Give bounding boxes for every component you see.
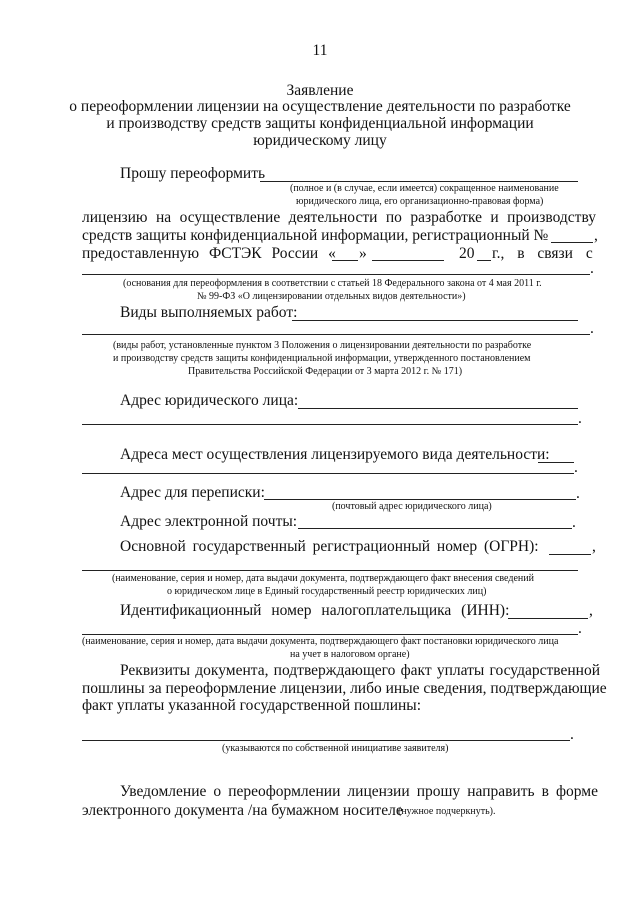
request-label: Прошу переоформить	[120, 165, 266, 182]
license-line-2: средств защиты конфиденциальной информации, регистрационный №	[82, 227, 549, 244]
email-fill-line[interactable]	[298, 528, 572, 529]
work-types-label: Виды выполняемых работ:	[120, 304, 298, 321]
work-types-fill-line-2[interactable]	[82, 334, 590, 335]
work-types-period: .	[590, 320, 594, 337]
org-name-hint: (полное и (в случае, если имеется) сокращенное наименование	[290, 183, 559, 194]
inn-doc-fill-line[interactable]	[82, 634, 578, 635]
inn-hint-2: на учет в налоговом органе)	[290, 649, 410, 660]
org-name-hint-2: юридического лица, его организационно-правовая форма)	[296, 196, 544, 207]
license-line-1: лицензию на осуществление деятельности по разработке и производству	[82, 209, 596, 226]
inn-comma: ,	[589, 602, 593, 619]
ogrn-hint-2: о юридическом лице в Единый государственный реестр юридических лиц)	[167, 586, 487, 597]
payment-hint: (указываются по собственной инициативе заявителя)	[222, 743, 449, 754]
payment-period: .	[570, 726, 574, 743]
basis-period: .	[590, 260, 594, 277]
license-line-3-d: г., в связи с	[492, 245, 593, 262]
notice-line-2: электронного документа /на бумажном носителе	[82, 802, 403, 819]
license-line-3-a: предоставленную ФСТЭК России «	[82, 245, 336, 262]
org-name-fill-line[interactable]	[260, 181, 578, 182]
ogrn-label: Основной государственный регистрационный номер (ОГРН):	[120, 538, 539, 555]
work-types-fill-line[interactable]	[292, 320, 578, 321]
reg-number-fill-line[interactable]	[551, 242, 593, 243]
ogrn-hint: (наименование, серия и номер, дата выдачи документа, подтверждающего факт внесения сведений	[112, 573, 534, 584]
mail-address-fill-line[interactable]	[264, 499, 576, 500]
mail-address-hint: (почтовый адрес юридического лица)	[332, 501, 492, 512]
activity-address-period: .	[574, 459, 578, 476]
payment-line-3: факт уплаты указанной государственной пошлины:	[82, 697, 422, 714]
license-month-fill-line[interactable]	[372, 260, 444, 261]
document-title-line4: юридическому лицу	[253, 132, 387, 149]
license-line-3-c: 20	[459, 245, 475, 262]
ogrn-doc-fill-line[interactable]	[82, 570, 578, 571]
license-line-2-end: ,	[594, 227, 598, 244]
license-year-fill-line[interactable]	[477, 260, 491, 261]
legal-address-period: .	[578, 410, 582, 427]
inn-label: Идентификационный номер налогоплательщика (ИНН):	[120, 602, 510, 619]
basis-hint-2: № 99-ФЗ «О лицензировании отдельных видов деятельности»)	[197, 291, 466, 302]
email-period: .	[572, 514, 576, 531]
page-number: 11	[312, 42, 328, 59]
legal-address-fill-line[interactable]	[298, 408, 578, 409]
legal-address-label: Адрес юридического лица:	[120, 392, 299, 409]
legal-address-fill-line-2[interactable]	[82, 424, 578, 425]
ogrn-fill-line[interactable]	[549, 554, 591, 555]
payment-line-2: пошлины за переоформление лицензии, либо иные сведения, подтверждающие	[82, 680, 607, 697]
notice-line-1: Уведомление о переоформлении лицензии прошу направить в форме	[120, 783, 598, 800]
license-line-3-b: »	[359, 245, 367, 262]
payment-line-1: Реквизиты документа, подтверждающего факт уплаты государственной	[120, 662, 600, 679]
inn-fill-line[interactable]	[508, 618, 588, 619]
basis-hint: (основания для переоформления в соответствии с статьей 18 Федерального закона от 4 мая 2011 г.	[123, 278, 542, 289]
document-title-line3: и производству средств защиты конфиденциальной информации	[106, 115, 534, 132]
email-label: Адрес электронной почты:	[120, 513, 298, 530]
activity-address-fill-line[interactable]	[538, 462, 574, 463]
inn-period: .	[578, 620, 582, 637]
mail-address-period: .	[576, 485, 580, 502]
activity-address-fill-line-2[interactable]	[82, 473, 574, 474]
basis-fill-line[interactable]	[82, 274, 590, 275]
inn-hint: (наименование, серия и номер, дата выдачи документа, подтверждающего факт постановки юридического лица	[82, 636, 559, 647]
document-title: Заявление	[286, 82, 354, 99]
work-types-hint: (виды работ, установленные пунктом 3 Положения о лицензировании деятельности по разработке	[113, 340, 532, 351]
license-day-fill-line[interactable]	[332, 260, 358, 261]
work-types-hint-2: и производству средств защиты конфиденциальной информации, утвержденного постановлением	[113, 353, 531, 364]
payment-fill-line[interactable]	[82, 740, 570, 741]
ogrn-comma: ,	[592, 538, 596, 555]
mail-address-label: Адрес для переписки:	[120, 484, 265, 501]
activity-address-label: Адреса мест осуществления лицензируемого вида деятельности:	[120, 446, 550, 463]
work-types-hint-3: Правительства Российской Федерации от 3 марта 2012 г. № 171)	[188, 366, 463, 377]
document-title-line2: о переоформлении лицензии на осуществление деятельности по разработке	[69, 98, 571, 115]
notice-line-2-hint: (нужное подчеркнуть).	[398, 806, 496, 817]
